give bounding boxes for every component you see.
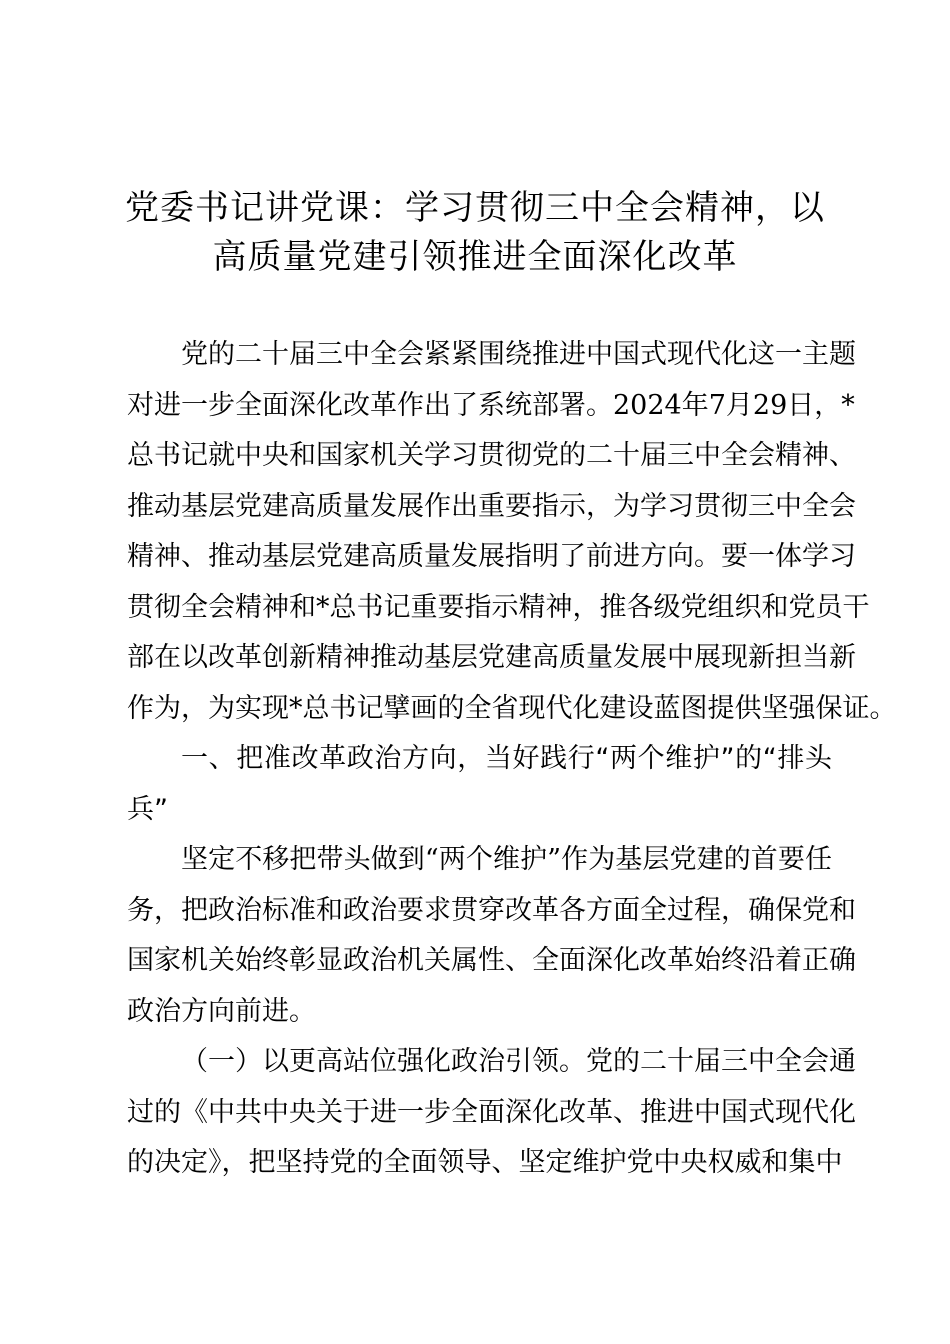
paragraph-line: 作为，为实现*总书记擘画的全省现代化建设蓝图提供坚强保证。 (127, 693, 897, 724)
paragraph-line: 党的二十届三中全会紧紧围绕推进中国式现代化这一主题 (181, 339, 856, 370)
paragraph-line: 精神、推动基层党建高质量发展指明了前进方向。要一体学习 (127, 541, 856, 572)
paragraph-line: （一）以更高站位强化政治引领。党的二十届三中全会通 (181, 1046, 856, 1077)
paragraph-line: 过的《中共中央关于进一步全面深化改革、推进中国式现代化 (127, 1097, 856, 1128)
paragraph-line: 政治方向前进。 (127, 996, 316, 1027)
paragraph-line: 总书记就中央和国家机关学习贯彻党的二十届三中全会精神、 (127, 440, 856, 471)
section-heading-line: 一、把准改革政治方向，当好践行“两个维护”的“排头 (181, 743, 832, 774)
document-title-line-2: 高质量党建引领推进全面深化改革 (212, 237, 738, 277)
paragraph-line: 贯彻全会精神和*总书记重要指示精神，推各级党组织和党员干 (127, 592, 870, 623)
paragraph-line: 的决定》，把坚持党的全面领导、坚定维护党中央权威和集中 (127, 1147, 843, 1178)
paragraph-line: 对进一步全面深化改革作出了系统部署。2024年7月29日，* (127, 390, 855, 421)
paragraph-line: 国家机关始终彰显政治机关属性、全面深化改革始终沿着正确 (127, 945, 856, 976)
document-title-line-1: 党委书记讲党课：学习贯彻三中全会精神，以 (125, 188, 825, 228)
paragraph-line: 推动基层党建高质量发展作出重要指示，为学习贯彻三中全会 (127, 491, 856, 522)
paragraph-line: 坚定不移把带头做到“两个维护”作为基层党建的首要任 (181, 844, 832, 875)
section-heading-line: 兵” (127, 794, 168, 825)
paragraph-line: 务，把政治标准和政治要求贯穿改革各方面全过程，确保党和 (127, 895, 856, 926)
paragraph-line: 部在以改革创新精神推动基层党建高质量发展中展现新担当新 (127, 642, 856, 673)
